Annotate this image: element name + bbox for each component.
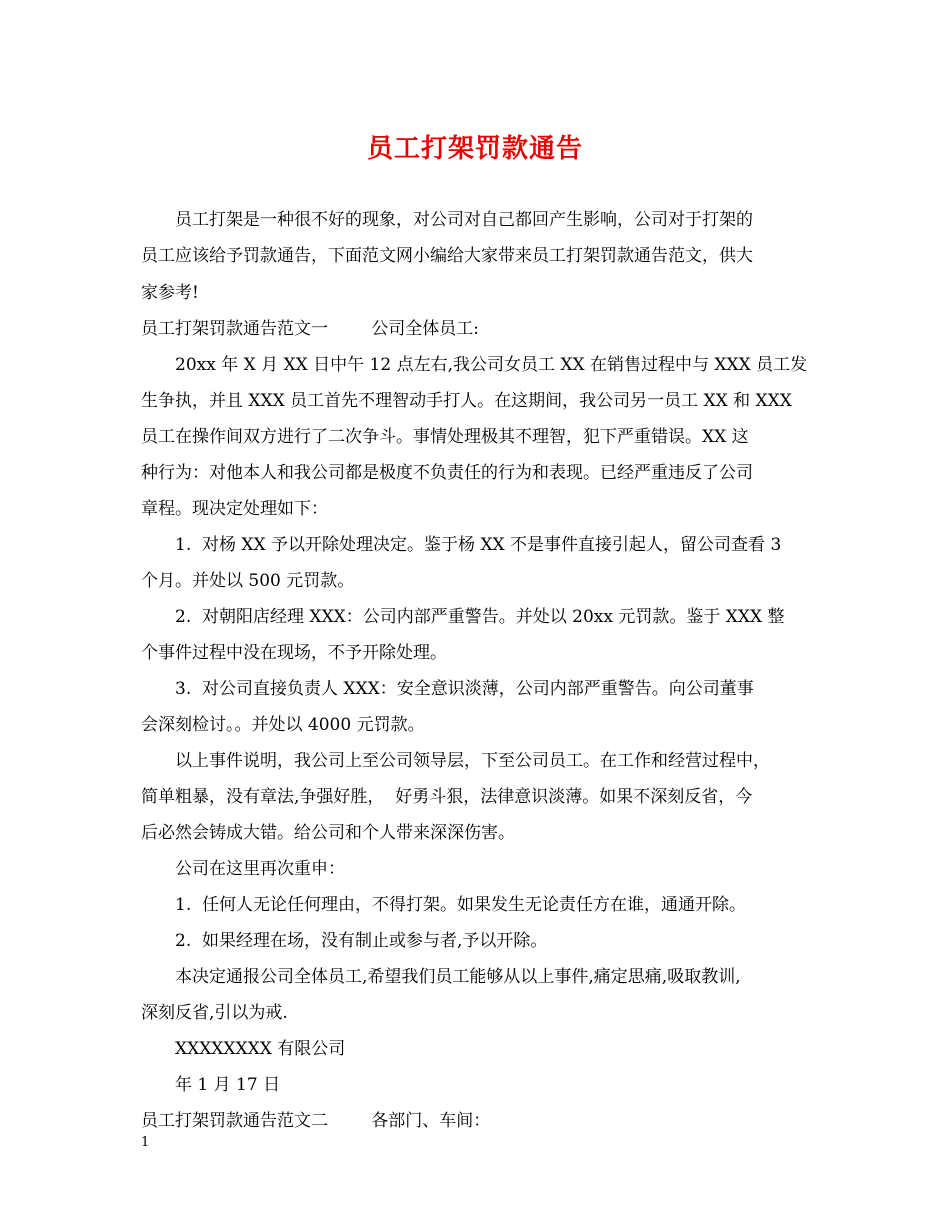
signature-company: XXXXXXXX 有限公司 xyxy=(175,1039,346,1059)
text-line: 种行为：对他本人和我公司都是极度不负责任的行为和表现。已经严重违反了公司 xyxy=(141,463,753,483)
text-line: 个事件过程中没在现场，不予开除处理。 xyxy=(141,643,447,663)
text-line: 章程。现决定处理如下： xyxy=(141,499,328,519)
text-line: 公司在这里再次重申： xyxy=(175,859,345,879)
text-line: 本决定通报公司全体员工,希望我们员工能够从以上事件,痛定思痛,吸取教训, xyxy=(175,967,741,987)
page-number: 1 xyxy=(141,1135,150,1150)
text-line: 深刻反省,引以为戒. xyxy=(141,1003,288,1023)
list-item: 1. 任何人无论任何理由，不得打架。如果发生无论责任方在谁，通通开除。 xyxy=(175,895,747,915)
text-line: 简单粗暴，没有章法,争强好胜， 好勇斗狠，法律意识淡薄。如果不深刻反省，今 xyxy=(141,787,753,807)
text-line: 以上事件说明，我公司上至公司领导层，下至公司员工。在工作和经营过程中， xyxy=(175,751,770,771)
section-heading: 员工打架罚款通告范文一 公司全体员工: xyxy=(141,319,479,339)
list-item: 1. 对杨 XX 予以开除处理决定。鉴于杨 XX 不是事件直接引起人，留公司查看 3 xyxy=(175,535,782,555)
text-line: 20xx 年 X 月 XX 日中午 12 点左右,我公司女员工 XX 在销售过程中与 XXX 员工发 xyxy=(175,355,808,375)
text-line: 家参考! xyxy=(141,283,199,303)
text-line: 个月。并处以 500 元罚款。 xyxy=(141,571,355,591)
text-line: 后必然会铸成大错。给公司和个人带来深深伤害。 xyxy=(141,823,515,843)
signature-date: 年 1 月 17 日 xyxy=(175,1075,281,1095)
text-line: 会深刻检讨。。并处以 4000 元罚款。 xyxy=(141,715,425,735)
list-item: 2. 如果经理在场，没有制止或参与者,予以开除。 xyxy=(175,931,548,951)
text-line: 员工应该给予罚款通告，下面范文网小编给大家带来员工打架罚款通告范文，供大 xyxy=(141,246,753,266)
text-line: 生争执，并且 XXX 员工首先不理智动手打人。在这期间，我公司另一员工 XX 和 XXX xyxy=(141,391,792,411)
list-item: 3. 对公司直接负责人 XXX：安全意识淡薄，公司内部严重警告。向公司董事 xyxy=(175,679,754,699)
list-item: 2. 对朝阳店经理 XXX：公司内部严重警告。并处以 20xx 元罚款。鉴于 XXX 整 xyxy=(175,607,785,627)
text-line: 员工打架是一种很不好的现象，对公司对自己都回产生影响，公司对于打架的 xyxy=(175,210,753,230)
text-line: 员工在操作间双方进行了二次争斗。事情处理极其不理智，犯下严重错误。XX 这 xyxy=(141,427,749,447)
document-title: 员工打架罚款通告 xyxy=(366,134,583,164)
section-heading: 员工打架罚款通告范文二 各部门、车间： xyxy=(141,1111,491,1131)
